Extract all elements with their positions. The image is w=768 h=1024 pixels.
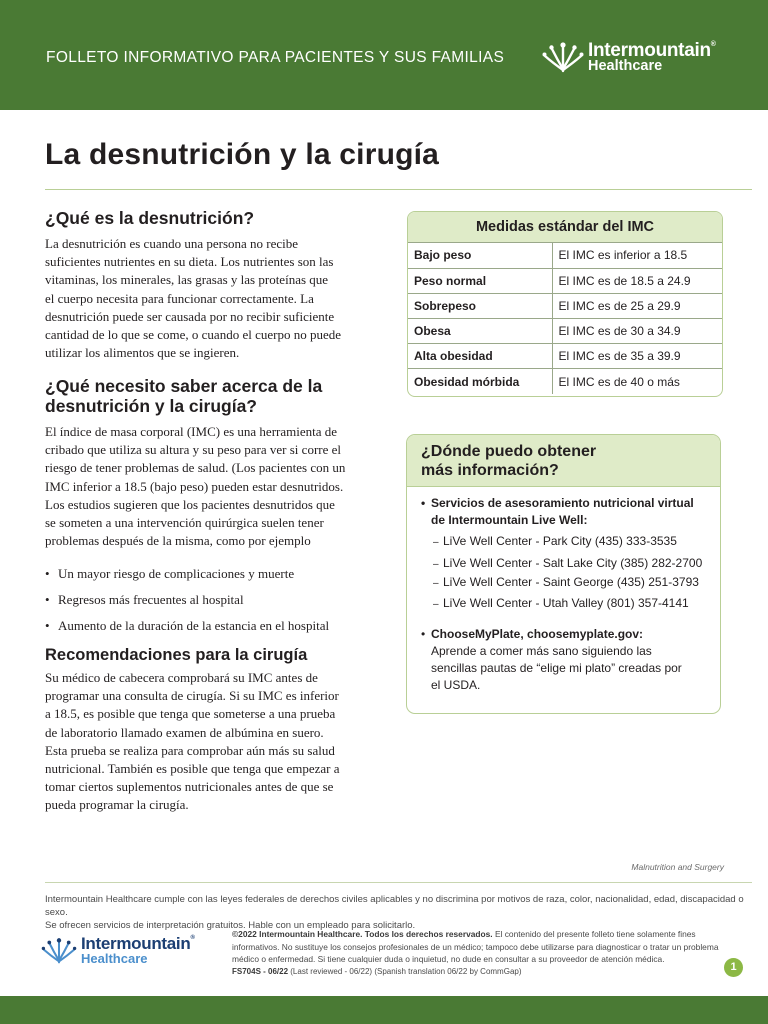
paragraph-what-to-know (45, 423, 360, 550)
table-row (408, 293, 722, 318)
paragraph-line: se someten a una intervención quirúrgica suelen tener (45, 515, 324, 531)
bmi-range: El IMC es de 40 o más (558, 374, 680, 389)
nondiscrimination-notice (45, 893, 755, 932)
choosemyplate-link[interactable]: ChooseMyPlate, choosemyplate.gov: (431, 627, 644, 641)
heading-line: ¿Qué necesito saber acerca de la (45, 376, 323, 396)
list-item-choosemyplate[interactable] (421, 626, 682, 694)
trademark-symbol: ® (710, 41, 716, 48)
paragraph-line: cantidad de lo que se come, o cuando el cuerpo no puede (45, 327, 341, 343)
footer-divider (45, 882, 752, 883)
bullet-icon: • (421, 627, 426, 641)
paragraph-line: Esta prueba se realiza para comprobar aún más su salud (45, 742, 335, 758)
bmi-table-box (407, 211, 723, 397)
sprout-logo-icon (41, 937, 77, 964)
bmi-range: El IMC es inferior a 18.5 (552, 243, 722, 268)
dash-icon: – (433, 537, 439, 548)
paragraph-line: cribado que utiliza su altura y su peso para ver si corre el (45, 442, 341, 458)
heading-recommendations: Recomendaciones para la cirugía (45, 646, 308, 664)
sprout-logo-icon (542, 41, 584, 73)
live-well-center-salt-lake-city: – LiVe Well Center - Salt Lake City (385) 282-2700 (433, 556, 703, 570)
document-name: Malnutrition and Surgery (631, 862, 724, 872)
heading-what-is-malnutrition: ¿Qué es la desnutrición? (45, 208, 255, 228)
paragraph-line: utilizar los alimentos que se ingieren. (45, 345, 240, 361)
paragraph-line: problemas después de la misma, como por ejemplo (45, 533, 311, 549)
bmi-range: El IMC es de 35 a 39.9 (552, 344, 722, 369)
brand-name: Intermountain (81, 934, 191, 953)
more-info-heading (407, 435, 720, 487)
notice-line: Se ofrecen servicios de interpretación gratuitos. Hable con un empleado para solicitarlo. (45, 920, 416, 931)
bmi-category: Obesidad mórbida (408, 369, 552, 394)
dash-icon: – (433, 578, 439, 589)
live-well-center-park-city: – LiVe Well Center - Park City (435) 333-3535 (433, 534, 677, 548)
bmi-category: Sobrepeso (408, 293, 552, 318)
live-well-center-utah-valley: – LiVe Well Center - Utah Valley (801) 357-4141 (433, 596, 689, 610)
paragraph-line: riesgo de tener problemas de salud. (Los pacientes con un (45, 460, 346, 476)
legal-disclaimer (232, 928, 722, 978)
paragraph-line: IMC inferior a 18.5 (bajo peso) pueden estar desnutridos. (45, 478, 344, 494)
heading-what-to-know (45, 376, 322, 416)
paragraph-line: La desnutrición es cuando una persona no recibe (45, 236, 299, 251)
table-row (408, 344, 722, 369)
paragraph-line: el cuerpo necesita para funcionar correctamente. La (45, 290, 314, 306)
paragraph-line: de laboratorio llamado examen de albúmina en suero. (45, 724, 324, 740)
heading-line: más información? (421, 462, 559, 479)
bullet-icon: • (421, 496, 426, 510)
paragraph-line: vitaminas, los minerales, las grasas y las proteínas que (45, 272, 329, 288)
list-item-text: de Intermountain Live Well: (431, 513, 588, 527)
bmi-category: Bajo peso (408, 243, 552, 268)
list-item-text: Regresos más frecuentes al hospital (58, 592, 244, 607)
paragraph-line: Su médico de cabecera comprobará su IMC antes de (45, 670, 318, 685)
paragraph-line: a 18.5, es posible que tenga que someterse a una prueba (45, 706, 336, 722)
paragraph-line: Los estudios sugieren que los pacientes desnutridos que (45, 496, 335, 512)
list-item-text: Un mayor riesgo de complicaciones y muerte (58, 566, 295, 581)
heading-line: ¿Dónde puedo obtener (421, 443, 597, 460)
brand-logo[interactable] (542, 41, 716, 74)
bmi-table (408, 243, 722, 394)
list-item-live-well (421, 495, 694, 529)
bullet-icon: • (45, 618, 50, 633)
banner-text: FOLLETO INFORMATIVO PARA PACIENTES Y SUS FAMILIAS (46, 49, 505, 66)
bmi-category: Alta obesidad (408, 344, 552, 369)
bmi-range: El IMC es de 25 a 29.9 (552, 293, 722, 318)
bmi-category: Obesa (408, 319, 552, 344)
footer-brand-logo[interactable] (41, 935, 195, 965)
legal-line: informativos. No sustituye los consejos profesionales de un médico; tampoco debe utilizarse para diagnosticar o tratar un problema (232, 941, 719, 952)
form-code: FS704S - 06/22 (232, 966, 289, 976)
review-note: (Last reviewed - 06/22) (288, 966, 373, 976)
brand-subname: Healthcare (81, 951, 148, 966)
paragraph-what-is-malnutrition (45, 235, 360, 362)
list-item-text: Aumento de la duración de la estancia en el hospital (58, 618, 330, 633)
brand-name: Intermountain (588, 40, 711, 61)
legal-line (232, 966, 722, 979)
page-number-badge: 1 (724, 958, 743, 977)
table-row (408, 369, 722, 394)
paragraph-line: nutricional. También es posible que tenga que empezar a (45, 761, 340, 777)
dash-icon: – (433, 599, 439, 610)
dash-icon: – (433, 559, 439, 570)
list-item-text: Aprende a comer más sano siguiendo las (431, 644, 652, 658)
paragraph-line: desnutrición puede ser causada por no recibir suficiente (45, 308, 335, 324)
bmi-range: El IMC es de 18.5 a 24.9 (552, 268, 722, 293)
table-row (408, 319, 722, 344)
brand-subname: Healthcare (588, 58, 663, 74)
paragraph-line: tomar ciertos suplementos nutricionales antes de que se (45, 779, 334, 795)
heading-line: desnutrición y la cirugía? (45, 396, 257, 416)
list-item-text: Servicios de asesoramiento nutricional virtual (431, 496, 694, 510)
table-row (408, 243, 722, 268)
bmi-range: El IMC es de 30 a 34.9 (552, 319, 722, 344)
paragraph-line: programar una consulta de cirugía. Si su IMC es inferior (45, 688, 339, 704)
page-title: La desnutrición y la cirugía (45, 138, 440, 171)
header-banner (0, 0, 768, 110)
bmi-table-heading: Medidas estándar del IMC (408, 212, 722, 243)
bullet-icon: • (45, 566, 50, 581)
translation-note: (Spanish translation 06/22 by CommGap) (372, 966, 522, 976)
title-divider (45, 189, 752, 190)
list-item-text: el USDA. (431, 678, 481, 692)
more-info-box (406, 434, 721, 714)
paragraph-recommendations (45, 669, 360, 815)
legal-line: ©2022 Intermountain Healthcare. Todos los derechos reservados. El contenido del presente folleto tiene solamente fines (232, 929, 696, 939)
notice-line: Intermountain Healthcare cumple con las leyes federales de derechos civiles aplicables y no discrimina por motivos de raza, color, nacionalidad, edad, discapacidad o sexo. (45, 894, 744, 918)
list-item-text: sencillas pautas de “elige mi plato” creadas por (431, 661, 682, 675)
footer-banner (0, 996, 768, 1024)
legal-line: médico o enfermedad. Si tiene cualquier duda o inquietud, no dude en consultar a su proveedor de atención médica. (232, 954, 665, 965)
live-well-center-saint-george: – LiVe Well Center - Saint George (435) 251-3793 (433, 575, 699, 589)
paragraph-line: pueda programar la cirugía. (45, 797, 189, 813)
list-item (45, 566, 294, 582)
bmi-category: Peso normal (408, 268, 552, 293)
paragraph-line: El índice de masa corporal (IMC) es una herramienta de (45, 424, 338, 439)
list-item (45, 592, 244, 608)
table-row (408, 268, 722, 293)
list-item (45, 618, 329, 634)
bullet-icon: • (45, 592, 50, 607)
trademark-symbol: ® (190, 935, 195, 941)
paragraph-line: suficientes nutrientes en su dieta. Los nutrientes son las (45, 254, 334, 270)
copyright-text: ©2022 Intermountain Healthcare. Todos los derechos reservados. (232, 929, 493, 939)
